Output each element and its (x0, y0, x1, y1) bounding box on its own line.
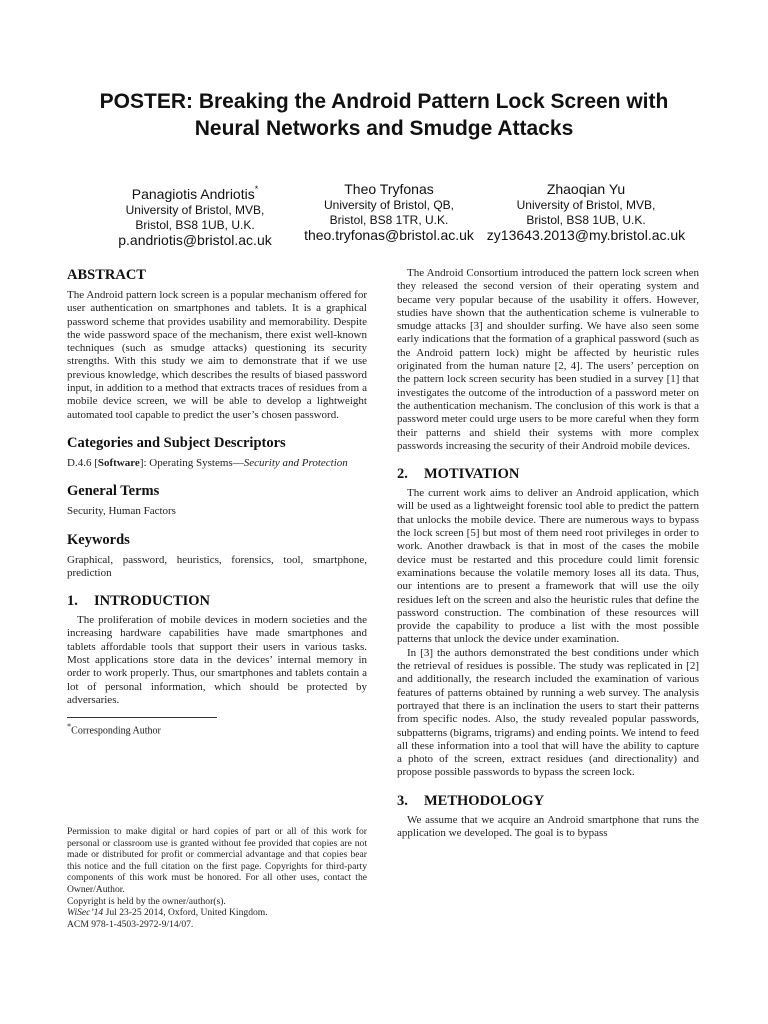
intro-continued-text: The Android Consortium introduced the pattern lock screen when they released the second version of their operating system and became very popular because of the usability it offers. However, studies have shown that the authentication scheme is vulnerable to smudge attacks [3] and shoulder surfing. We have also seen some early indications that the formation of a graphical password (such as the Android pattern lock) might be affected by heuristic rules originated from the human nature [2, 4]. The users’ perception on the pattern lock screen security has been studied in a survey [1] that investigates the outcome of the introduction of a password meter on the authentication mechanism. The conclusion of this work is that a password meter could urge users to be more careful when they form their patterns and shield their systems with more complex passwords increasing the security of their Android mobile devices. (397, 267, 699, 452)
general-terms-text: Security, Human Factors (67, 505, 176, 518)
introduction-heading: 1. INTRODUCTION (67, 593, 211, 610)
permission-block (67, 826, 367, 930)
paper-title (40, 88, 728, 142)
author-address: Bristol, BS8 1UB, U.K. (526, 212, 646, 227)
author-affiliation: University of Bristol, MVB, (516, 198, 656, 212)
author-name: Panagiotis Andriotis* (131, 184, 259, 202)
motivation-paragraph-1: The current work aims to deliver an Android application, which will be used as a lightweight forensic tool able to predict the pattern that unlocks the mobile device. There are numerous ways to bypass the lock screen [5] but most of them need root privileges in order to work. Another drawback is that in most of the cases the mobile device must be restarted and this procedure could limit forensic examinations because the volatile memory loses all its data. Thus, our intentions are to present a framework that will use the oily residues left on the screen and also the heuristic rules that define the password construction. The combination of these resources will provide the capability to produce a list with the most possible patterns that unlock the device under examination. (397, 487, 699, 646)
title-line-2: Neural Networks and Smudge Attacks (194, 117, 574, 140)
permission-text: Permission to make digital or hard copies of part or all of this work for personal or classroom use is granted without fee provided that copies are not made or distributed for profit or commercial advantage and that copies bear this notice and the full citation on the first page. Copyrights for third-party components of this work must be honored. For all other uses, contact the Owner/Author. (67, 826, 367, 895)
author-block-1 (100, 180, 290, 248)
footnote-rule (67, 717, 217, 718)
author-address: Bristol, BS8 1TR, U.K. (329, 212, 449, 227)
keywords-heading: Keywords (67, 531, 130, 548)
categories-heading: Categories and Subject Descriptors (67, 434, 286, 451)
left-column (67, 266, 367, 738)
introduction-text: The proliferation of mobile devices in modern societies and the increasing hardware capabilities have made smartphones and tablets affordable tools that support their users in various tasks. Most applications store data in the devices’ internal memory in order to work properly. Thus, our smartphones and tablets contain a lot of personal information, which should be protected by adversaries. (67, 614, 367, 706)
footnote: *Corresponding Author (67, 722, 161, 737)
author-email: zy13643.2013@my.bristol.ac.uk (486, 227, 686, 243)
author-name: Theo Tryfonas (344, 181, 434, 197)
title-line-1: POSTER: Breaking the Android Pattern Lock Screen with (99, 90, 669, 113)
abstract-heading: ABSTRACT (67, 267, 146, 283)
general-terms-heading: General Terms (67, 483, 160, 500)
author-block-2 (296, 180, 482, 243)
author-email: theo.tryfonas@bristol.ac.uk (304, 227, 474, 243)
abstract-text: The Android pattern lock screen is a popular mechanism offered for user authentication on smartphones and tablets. It is a graphical password scheme that provides usability and memorability. Despite the wide password space of the mechanism, there exist well-known techniques (such as smudge attacks) questioning its security strengths. With this study we aim to demonstrate that if we use previous knowledge, which describes the results of biased password input, in addition to a method that extracts traces of residues from a mobile device screen, we will be able to develop a lightweight automated tool capable to predict the user’s chosen password. (67, 289, 367, 421)
keywords-text: Graphical, password, heuristics, forensics, tool, smartphone, prediction (67, 553, 367, 579)
author-block-3 (480, 180, 692, 243)
motivation-paragraph-2: In [3] the authors demonstrated the best conditions under which the retrieval of residues is possible. The study was replicated in [2] and additionally, the research included the examination of various features of patterns obtained by running a web survey. The analysis portrayed that there is an inclination the users to start their patterns from specific nodes. Also, the study revealed popular passwords, subpatterns (bigrams, trigrams) and ending points. We intend to feed all these information into a tool that will have the ability to capture a photo of the screen, extract residues (and directionality) and propose possible passwords to bypass the screen lock. (397, 646, 699, 779)
author-address: Bristol, BS8 1UB, U.K. (135, 217, 255, 232)
venue-line: WiSec’14 Jul 23-25 2014, Oxford, United Kingdom. (67, 907, 268, 919)
methodology-heading: 3. METHODOLOGY (397, 792, 545, 809)
author-email: p.andriotis@bristol.ac.uk (118, 232, 272, 248)
author-affiliation: University of Bristol, QB, (323, 198, 455, 212)
motivation-heading: 2. MOTIVATION (397, 466, 520, 483)
copyright-line: Copyright is held by the owner/author(s). (67, 895, 226, 907)
methodology-text: We assume that we acquire an Android smartphone that runs the application we developed. The goal is to bypass (397, 813, 699, 839)
corresponding-mark: * (254, 184, 259, 194)
right-column (397, 267, 699, 840)
author-affiliation: University of Bristol, MVB, (125, 203, 265, 217)
categories-text: D.4.6 [Software]: Operating Systems—Security and Protection (67, 456, 348, 469)
acm-line: ACM 978-1-4503-2972-9/14/07. (67, 918, 194, 930)
author-name: Zhaoqian Yu (546, 181, 626, 197)
